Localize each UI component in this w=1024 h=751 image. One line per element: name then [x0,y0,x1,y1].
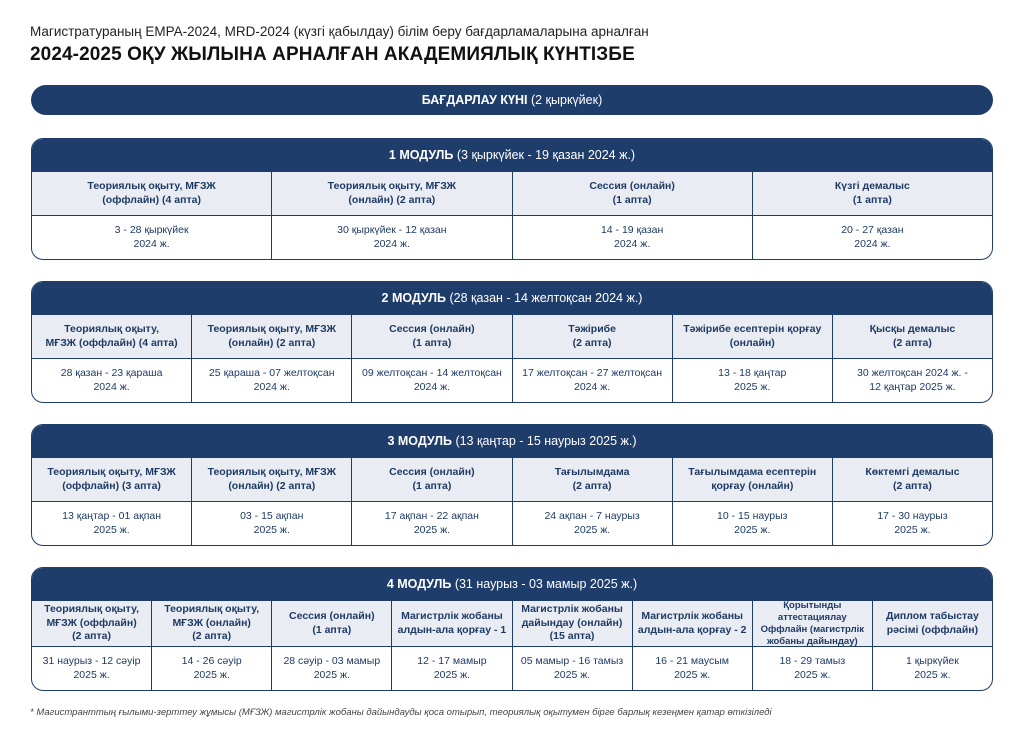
date-cell [152,647,272,690]
module-4 [31,567,993,691]
cell-text-line: Теориялық оқыту, [44,603,140,616]
date-cell [633,647,753,690]
cell-text-line: 18 - 29 тамыз [779,655,846,667]
cell-text-line: (онлайн) (2 апта) [348,193,436,206]
date-cell [873,647,992,690]
date-cell [753,647,873,690]
date-cell [513,216,753,259]
cell-text-line: 2025 ж. [313,668,350,681]
cell-text-line: 2024 ж. [854,237,891,250]
module-title: 4 МОДУЛЬ [386,577,452,591]
cell-text-line: Теориялық оқыту, [64,323,160,335]
cell-text-line: Теориялық оқыту, МҒЗЖ [327,180,457,192]
column-header [392,601,512,646]
cell-text-line: 2024 ж. [373,237,410,250]
cell-text-line: 14 - 19 қазан [600,224,664,236]
date-cell [513,502,673,545]
cell-text-line: Күзгі демалыс [834,180,910,192]
date-cell [352,359,512,402]
cell-text-line: Оффлайн (магистрлік [760,623,865,635]
module-dates: (31 наурыз - 03 мамыр 2025 ж.) [451,577,638,591]
module-dates: (3 қыркүйек - 19 қазан 2024 ж.) [453,148,636,162]
cell-text-line: 20 - 27 қазан [841,224,904,236]
cell-text-line: 17 желтоқсан - 27 желтоқсан [522,367,663,379]
cell-text-line: МҒЗЖ (оффлайн) (4 апта) [45,336,178,349]
cell-text-line: Сессия (онлайн) [589,180,675,192]
date-cell [833,502,992,545]
date-cell [192,359,352,402]
cell-text-line: Теориялық оқыту, [164,603,260,616]
cell-text-line: (2 апта) [892,336,932,349]
cell-text-line: 2025 ж. [674,668,711,681]
module-3 [31,424,993,546]
date-cell [272,216,512,259]
orientation-day-date: (2 қыркүйек) [527,93,603,107]
module-header-row [32,600,992,646]
cell-text-line: (оффлайн) (3 апта) [62,479,161,492]
cell-text-line: (онлайн) [729,336,775,349]
orientation-day-banner [31,85,993,115]
cell-text-line: 2025 ж. [734,523,771,536]
cell-text-line: 2025 ж. [573,523,611,536]
cell-text-line: 28 сәуір - 03 мамыр [283,655,381,667]
column-header [833,458,992,501]
cell-text-line: 05 мамыр - 16 тамыз [520,655,624,667]
module-header-row [32,457,992,501]
module-dates-row [32,358,992,402]
cell-text-line: 13 қаңтар - 01 ақпан [62,510,162,522]
cell-text-line: (1 апта) [852,193,892,206]
cell-text-line: Қорытынды аттестациялау [777,599,847,623]
document-title: 2024-2025 ОҚУ ЖЫЛЫНА АРНАЛҒАН АКАДЕМИЯЛЫҚ КҮНТІЗБЕ [30,44,635,65]
date-cell [352,502,512,545]
cell-text-line: 2025 ж. [794,668,831,681]
cell-text-line: Тәжірибе есептерін қорғау [683,323,822,335]
column-header [753,172,992,215]
cell-text-line: 30 қыркүйек - 12 қазан [337,224,447,236]
cell-text-line: 2024 ж. [614,237,651,250]
cell-text-line: Магистрлік жобаны [521,603,623,616]
module-header [32,282,992,314]
module-header-row [32,171,992,215]
module-dates: (28 қазан - 14 желтоқсан 2024 ж.) [446,291,643,305]
column-header [272,172,512,215]
column-header [833,315,992,358]
cell-text-line: 2024 ж. [93,380,130,393]
cell-text-line: Тағылымдама есептерін [688,466,817,478]
cell-text-line: (2 апта) [72,630,112,643]
cell-text-line: (1 апта) [412,479,452,492]
module-title: 3 МОДУЛЬ [387,434,452,448]
cell-text-line: Сессия (онлайн) [389,466,475,478]
module-header [32,568,992,600]
date-cell [753,216,992,259]
cell-text-line: 3 - 28 қыркүйек [114,224,189,236]
cell-text-line: 2025 ж. [193,668,230,681]
cell-text-line: (15 апта) [549,630,595,643]
cell-text-line: Қысқы демалыс [869,323,956,335]
orientation-day-label: БАҒДАРЛАУ КҮНІ [421,93,528,107]
footnote: * Магистранттың ғылыми-зерттеу жұмысы (МҒЗЖ) магистрлік жобаны дайындауды қоса отырып, теориялық оқытумен бірге барлық кезеңмен қатар өткізіледі [30,707,772,718]
cell-text-line: Көктемгі демалыс [865,466,960,478]
cell-text-line: Тағылымдама [554,466,630,478]
cell-text-line: Теориялық оқыту, МҒЗЖ [207,323,336,335]
date-cell [192,502,352,545]
cell-text-line: жобаны дайындау) [766,635,858,647]
cell-text-line: қорғау (онлайн) [711,479,794,492]
column-header [352,458,512,501]
column-header [152,601,272,646]
module-title: 1 МОДУЛЬ [388,148,454,162]
module-dates-row [32,501,992,545]
column-header [673,315,833,358]
cell-text-line: 24 ақпан - 7 наурыз [544,510,640,522]
cell-text-line: (2 апта) [192,630,232,643]
cell-text-line: Теориялық оқыту, МҒЗЖ [87,180,216,192]
date-cell [32,216,272,259]
cell-text-line: 12 - 17 мамыр [417,655,487,667]
cell-text-line: (1 апта) [312,623,352,636]
column-header [192,458,352,501]
cell-text-line: 09 желтоқсан - 14 желтоқсан [362,367,502,379]
cell-text-line: алдын-ала қорғау - 1 [397,623,507,636]
date-cell [673,359,833,402]
cell-text-line: 28 қазан - 23 қараша [60,367,163,379]
cell-text-line: 2024 ж. [413,380,451,393]
column-header [513,172,753,215]
cell-text-line: (оффлайн) (4 апта) [102,193,201,206]
cell-text-line: 2025 ж. [734,380,771,393]
cell-text-line: алдын-ала қорғау - 2 [637,623,747,636]
cell-text-line: 16 - 21 маусым [655,655,730,667]
column-header [873,601,992,646]
cell-text-line: (онлайн) (2 апта) [228,336,316,349]
date-cell [32,502,192,545]
cell-text-line: 2025 ж. [553,668,591,681]
cell-text-line: 30 желтоқсан 2024 ж. - [857,367,968,379]
cell-text-line: Магистрлік жобаны [641,610,744,622]
date-cell [392,647,512,690]
cell-text-line: 2025 ж. [433,668,471,681]
module-header [32,425,992,457]
date-cell [833,359,992,402]
cell-text-line: 13 - 18 қаңтар [718,367,787,379]
module-dates-row [32,215,992,259]
cell-text-line: 2024 ж. [573,380,611,393]
cell-text-line: 2025 ж. [253,523,290,536]
date-cell [513,359,673,402]
cell-text-line: 25 қараша - 07 желтоқсан [208,367,335,379]
cell-text-line: (онлайн) (2 апта) [228,479,316,492]
cell-text-line: Тәжірибе [568,323,616,335]
module-1 [31,138,993,260]
date-cell [32,359,192,402]
cell-text-line: дайындау (онлайн) [521,616,623,629]
column-header [272,601,392,646]
cell-text-line: 1 қыркүйек [905,655,959,667]
module-dates: (13 қаңтар - 15 наурыз 2025 ж.) [451,434,637,448]
cell-text-line: 2024 ж. [133,237,170,250]
column-header [633,601,753,646]
column-header [32,601,152,646]
cell-text-line: 2025 ж. [413,523,451,536]
date-cell [32,647,152,690]
cell-text-line: 2025 ж. [93,523,130,536]
cell-text-line: 31 наурыз - 12 сәуір [42,655,141,667]
cell-text-line: Сессия (онлайн) [289,610,375,622]
cell-text-line: Сессия (онлайн) [389,323,475,335]
column-header [32,458,192,501]
column-header [352,315,512,358]
cell-text-line: 03 - 15 ақпан [240,510,304,522]
cell-text-line: 17 ақпан - 22 ақпан [384,510,479,522]
module-title: 2 МОДУЛЬ [381,291,447,305]
cell-text-line: Магистрлік жобаны [401,610,503,622]
column-header [192,315,352,358]
column-header [32,172,272,215]
column-header [513,601,633,646]
column-header [513,458,673,501]
cell-text-line: (2 апта) [892,479,932,492]
column-header [513,315,673,358]
cell-text-line: (2 апта) [572,479,612,492]
column-header [753,601,873,646]
cell-text-line: 14 - 26 сәуір [181,655,242,667]
cell-text-line: 2025 ж. [914,668,951,681]
cell-text-line: (1 апта) [412,336,452,349]
cell-text-line: МҒЗЖ (онлайн) [172,616,251,629]
cell-text-line: 2025 ж. [894,523,931,536]
cell-text-line: Теориялық оқыту, МҒЗЖ [207,466,336,478]
cell-text-line: Диплом табыстау [886,610,979,622]
date-cell [272,647,392,690]
cell-text-line: Теориялық оқыту, МҒЗЖ [47,466,176,478]
column-header [673,458,833,501]
cell-text-line: (2 апта) [572,336,612,349]
cell-text-line: 17 - 30 наурыз [877,510,948,522]
cell-text-line: МҒЗЖ (оффлайн) [46,616,137,629]
column-header [32,315,192,358]
module-2 [31,281,993,403]
module-header [32,139,992,171]
cell-text-line: (1 апта) [612,193,652,206]
module-dates-row [32,646,992,690]
cell-text-line: 10 - 15 наурыз [717,510,788,522]
cell-text-line: 12 қаңтар 2025 ж. [869,380,956,393]
cell-text-line: рәсімі (оффлайн) [886,623,979,636]
date-cell [513,647,633,690]
date-cell [673,502,833,545]
cell-text-line: 2025 ж. [73,668,110,681]
document-subtitle: Магистратураның EMPA-2024, MRD-2024 (күзгі қабылдау) білім беру бағдарламаларына арналған [30,24,649,39]
cell-text-line: 2024 ж. [253,380,290,393]
module-header-row [32,314,992,358]
